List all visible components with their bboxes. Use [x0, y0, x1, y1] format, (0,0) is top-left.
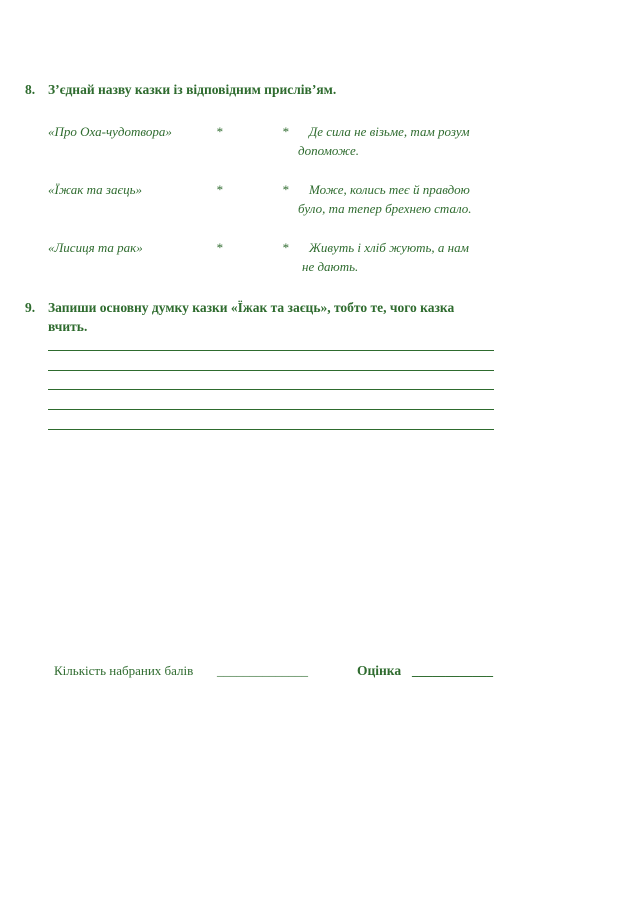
- score-blank[interactable]: ______________: [217, 663, 308, 678]
- answer-line-3[interactable]: [48, 389, 494, 390]
- q9-number: 9.: [25, 300, 36, 315]
- match-star-right-1[interactable]: *: [282, 124, 289, 139]
- proverb-2-line1: Може, колись теє й правдою: [309, 182, 470, 197]
- proverb-1-line1: Де сила не візьме, там розум: [309, 124, 470, 139]
- answer-line-2[interactable]: [48, 370, 494, 371]
- q8-number: 8.: [25, 82, 36, 97]
- match-star-right-3[interactable]: *: [282, 240, 289, 255]
- answer-line-1[interactable]: [48, 350, 494, 351]
- match-star-left-3[interactable]: *: [216, 240, 223, 255]
- tale-2: «Їжак та заєць»: [48, 182, 143, 197]
- tale-1: «Про Оха-чудотвора»: [48, 124, 172, 139]
- q8-title: З’єднай назву казки із відповідним прислів’ям.: [48, 82, 337, 97]
- tale-3: «Лисиця та рак»: [48, 240, 143, 255]
- proverb-3-line1: Живуть і хліб жують, а нам: [309, 240, 469, 255]
- q9-title-line1: Запиши основну думку казки «Їжак та заєць», тобто те, чого казка: [48, 300, 455, 315]
- q9-title-line2: вчить.: [48, 319, 88, 334]
- grade-blank[interactable]: ____________: [412, 663, 493, 678]
- match-star-left-1[interactable]: *: [216, 124, 223, 139]
- match-star-right-2[interactable]: *: [282, 182, 289, 197]
- grade-label: Оцінка: [357, 663, 402, 678]
- match-star-left-2[interactable]: *: [216, 182, 223, 197]
- score-label: Кількість набраних балів: [54, 663, 194, 678]
- proverb-1-line2: допоможе.: [298, 143, 359, 158]
- proverb-3-line2: не дають.: [302, 259, 359, 274]
- proverb-2-line2: було, та тепер брехнею стало.: [298, 201, 472, 216]
- answer-line-4[interactable]: [48, 409, 494, 410]
- answer-line-5[interactable]: [48, 429, 494, 430]
